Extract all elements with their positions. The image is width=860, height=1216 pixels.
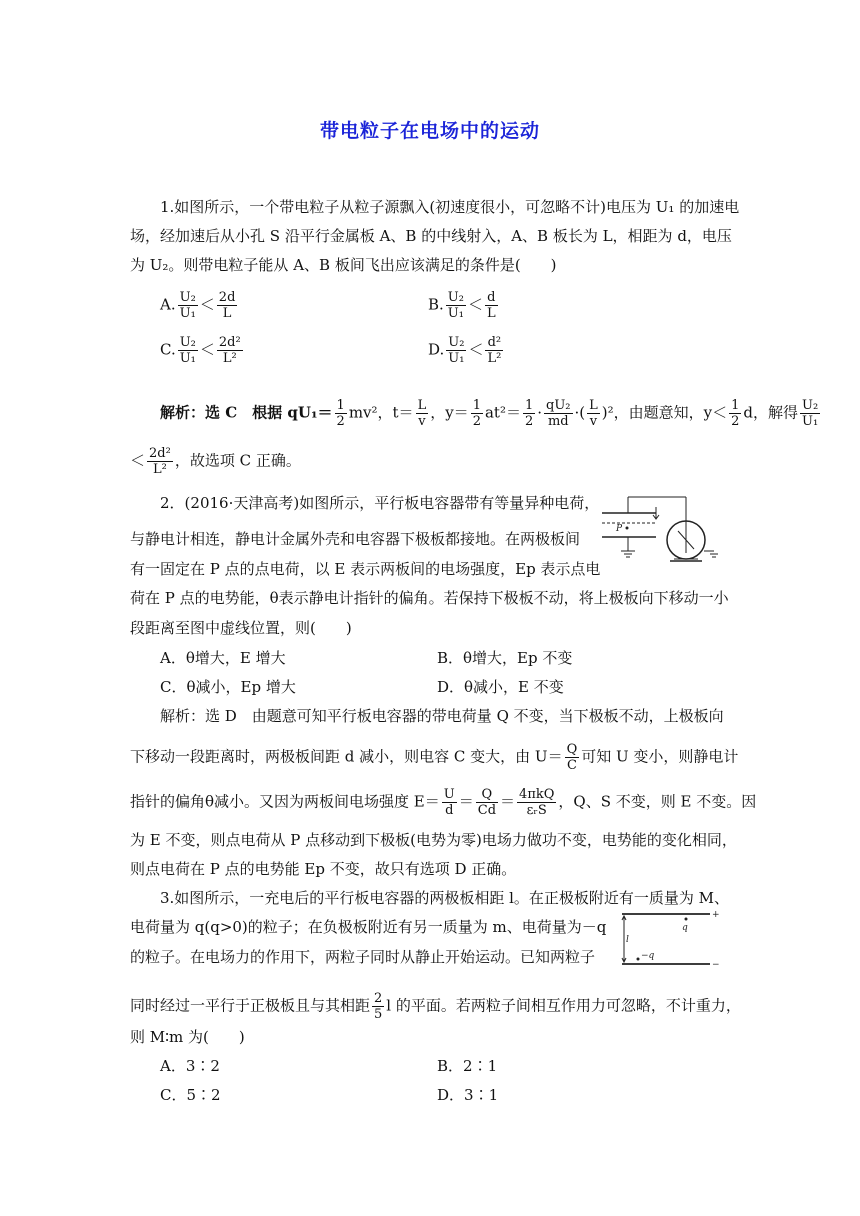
q2-solution-line4: 为 E 不变，则点电荷从 P 点移动到下极板(电势为零)电场力做功不变，电势能的变化相同， <box>130 831 737 849</box>
q3-option-b[interactable]: B．2∶1 <box>437 1057 498 1075</box>
q3-option-c[interactable]: C．5∶2 <box>160 1086 221 1104</box>
q2-solution-line1: 解析：选 D 由题意可知平行板电容器的带电荷量 Q 不变，当下极板不动，上极板向 <box>160 707 724 725</box>
q2-option-d[interactable]: D．θ减小，E 不变 <box>437 678 564 696</box>
q1-option-c[interactable]: C. $\frac{\text{U₂}}{\text{U₁}}$ ＜ $\frac{\text{2d²}}{\text{L²}}$ <box>160 335 241 366</box>
q1-option-a-label: A. <box>160 295 176 314</box>
page-title: 带电粒子在电场中的运动 <box>319 120 540 142</box>
q1-option-b[interactable]: B. $\frac{\text{U₂}}{\text{U₁}}$ ＜ $\frac{d}{L}$ <box>428 290 496 321</box>
q2-stem-line5: 段距离至图中虚线位置，则( ) <box>130 619 352 637</box>
q2-stem-line2: 与静电计相连，静电计金属外壳和电容器下极板都接地。在两极板间 <box>130 530 581 548</box>
q2-solution-line3: 指针的偏角θ减小。又因为两板间电场强度 E＝ $\frac{U}{d}$ ＝ $\frac{Q}{Cd}$ ＝ $\frac{\text{4πkQ}}{\text{εᵣS}}$ ，Q、S 不变，则 E 不变。因 <box>130 787 757 818</box>
q1-option-d[interactable]: D. $\frac{\text{U₂}}{\text{U₁}}$ ＜ $\frac{\text{d²}}{\text{L²}}$ <box>428 335 502 366</box>
q2-option-c[interactable]: C．θ减小，Ep 增大 <box>160 678 296 696</box>
q1-stem-line2: 场，经加速后从小孔 S 沿平行金属板 A、B 的中线射入，A、B 板长为 L，相距为 d，电压 <box>130 227 732 245</box>
q1-option-a[interactable]: A. $\frac{\text{U₂}}{\text{U₁}}$ ＜ $\frac{2d}{L}$ <box>160 290 236 321</box>
q1-solution-line1: 解析：选 C 根据 qU₁＝ $\frac{1}{2}$ mv²，t＝ $\frac{L}{v}$ ，y＝ $\frac{1}{2}$ at²＝ $\frac{1}{2}$ · $\frac{\text{qU₂}}{md}$ ·( $\frac{L}{v}$ )²，由题意知，y＜ $\frac{1}{2}$ d，解得 $\frac{\text{U₂}}{\text{U₁}}$ <box>160 398 819 429</box>
q2-stem-line3: 有一固定在 P 点的点电荷，以 E 表示两板间的电场强度，Ep 表示点电 <box>130 560 601 578</box>
q2-stem-line1: 2．(2016·天津高考)如图所示，平行板电容器带有等量异种电荷， <box>160 494 600 512</box>
q1-solution-line2: ＜ $\frac{\text{2d²}}{\text{L²}}$ ，故选项 C 正确。 <box>130 446 301 477</box>
q3-stem-line5: 则 M∶m 为( ) <box>130 1028 245 1046</box>
q3-option-d[interactable]: D．3∶1 <box>437 1086 499 1104</box>
svg-text:−q: −q <box>641 951 655 961</box>
q2-solution-line5: 则点电荷在 P 点的电势能 Ep 不变，故只有选项 D 正确。 <box>130 860 517 878</box>
svg-text:−: − <box>712 960 720 970</box>
q2-solution-line2: 下移动一段距离时，两极板间距 d 减小，则电容 C 变大，由 U＝ $\frac{Q}{C}$ 可知 U 变小，则静电计 <box>130 742 739 773</box>
q3-stem-line1: 3.如图所示，一充电后的平行板电容器的两极板相距 l。在正极板附近有一质量为 M、 <box>160 889 730 907</box>
svg-text:+: + <box>712 910 720 920</box>
q2-option-a[interactable]: A．θ增大，E 增大 <box>160 649 286 667</box>
q1-option-c-label: C. <box>160 340 176 359</box>
capacitor-electrometer-figure <box>598 495 728 575</box>
q3-stem-line2: 电荷量为 q(q>0)的粒子；在负极板附近有另一质量为 m、电荷量为－q <box>130 918 607 936</box>
q2-stem-line4: 荷在 P 点的电势能，θ表示静电计指针的偏角。若保持下极板不动，将上极板向下移动一小 <box>130 589 729 607</box>
svg-text:P: P <box>616 524 623 534</box>
q3-option-a[interactable]: A．3∶2 <box>160 1057 220 1075</box>
svg-text:l: l <box>626 935 629 945</box>
q3-stem-line3: 的粒子。在电场力的作用下，两粒子同时从静止开始运动。已知两粒子 <box>130 948 596 966</box>
svg-text:q: q <box>682 923 688 933</box>
q1-stem-line3: 为 U₂。则带电粒子能从 A、B 板间飞出应该满足的条件是( ) <box>130 256 557 274</box>
capacitor-particles-figure <box>614 906 720 972</box>
q3-stem-line4: 同时经过一平行于正极板且与其相距 $\frac{2}{5}$ l 的平面。若两粒子间相互作用力可忽略，不计重力， <box>130 991 741 1022</box>
q2-option-b[interactable]: B．θ增大，Ep 不变 <box>437 649 573 667</box>
q1-option-b-label: B. <box>428 295 444 314</box>
q1-stem-line1: 1.如图所示，一个带电粒子从粒子源飘入(初速度很小，可忽略不计)电压为 U₁ 的加速电 <box>160 198 740 216</box>
q1-option-d-label: D. <box>428 340 445 359</box>
